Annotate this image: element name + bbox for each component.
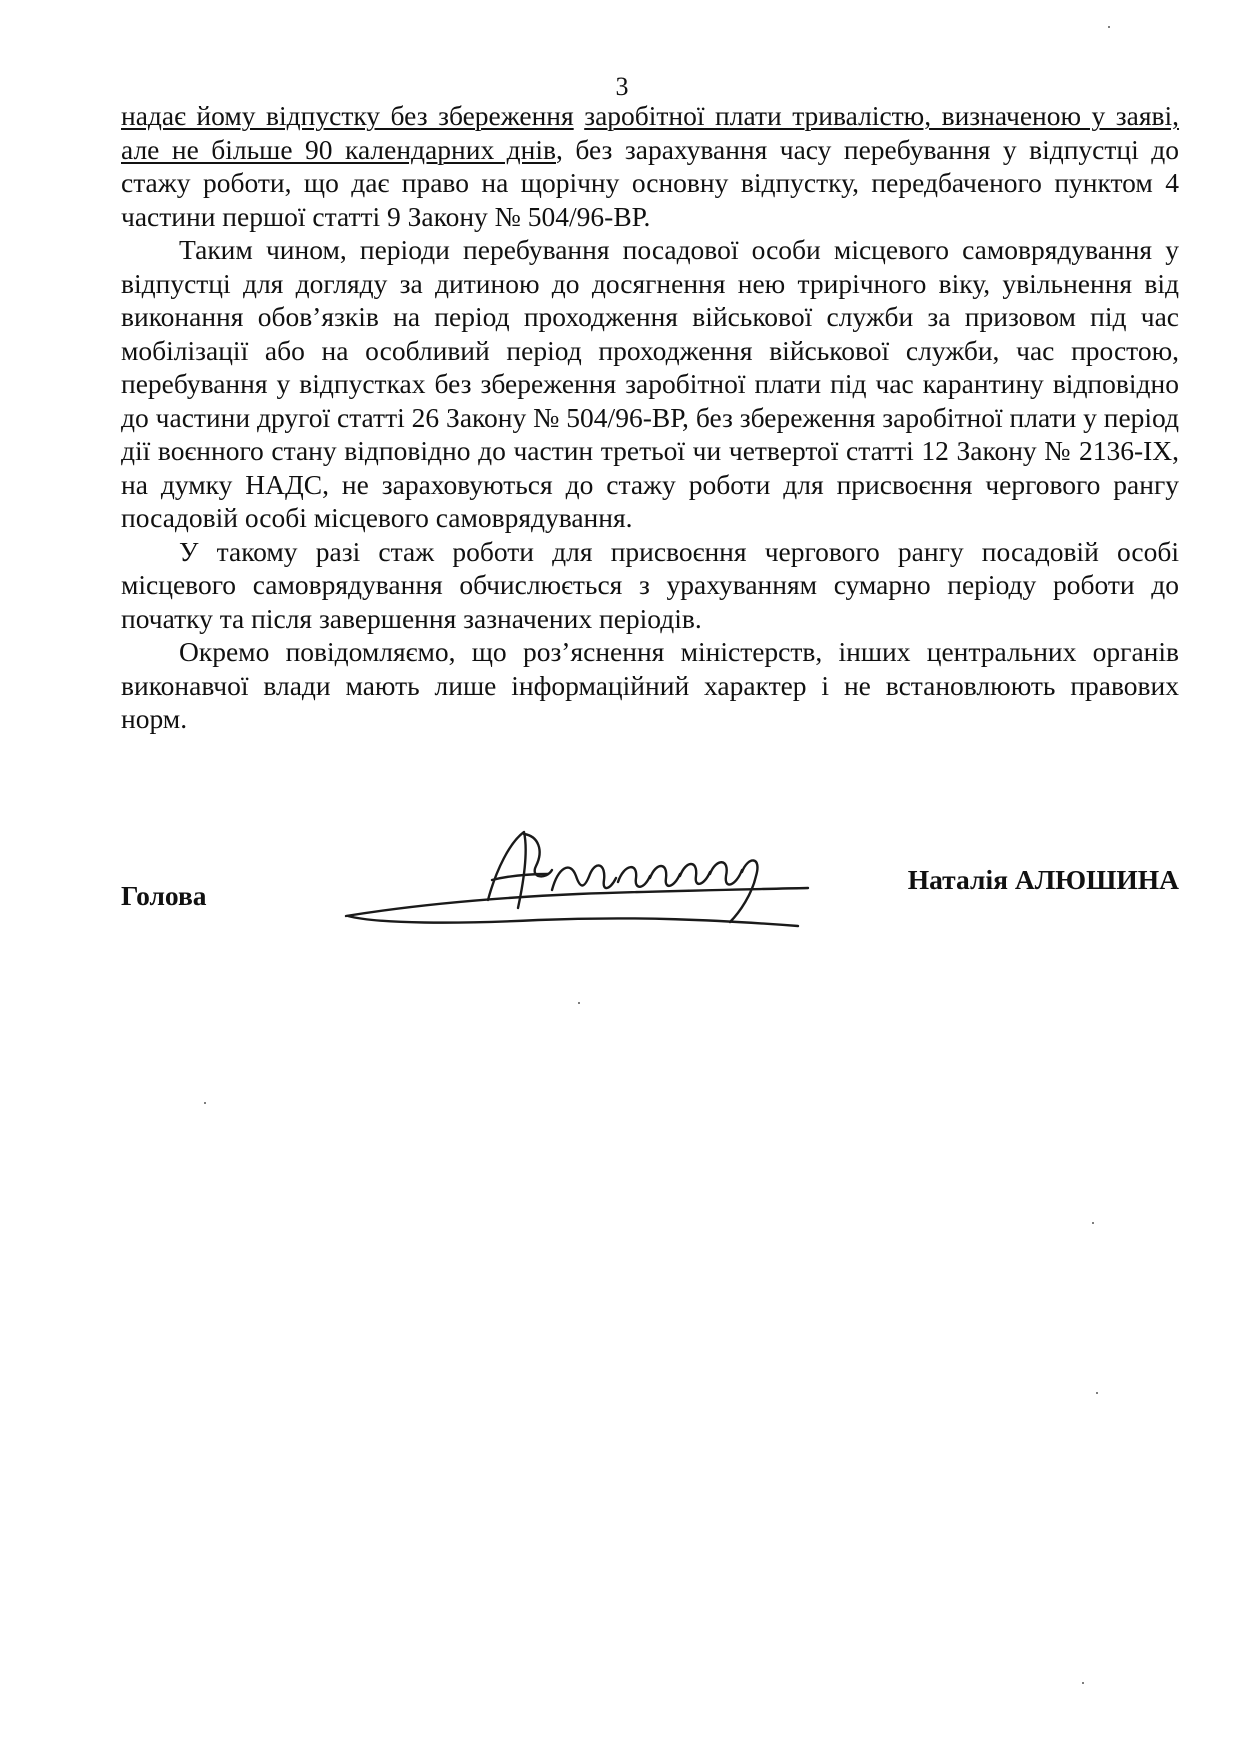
scan-speck [1082, 1682, 1084, 1684]
signatory-title: Голова [121, 880, 207, 911]
paragraph-1-rest: , без зарахування часу перебування у відпустці до стажу роботи, що дає право на щорічну основну відпустку, передбаченого пунктом 4 частини першої статті 9 Закону № 504/96-ВР. [121, 133, 1179, 232]
signature-block [121, 860, 1179, 940]
scan-speck [1092, 1222, 1094, 1224]
scan-speck [204, 1102, 206, 1104]
underlined-phrase-2: заробітної плати тривалістю, визначеною у заяві, але не більше 90 календарних днів [121, 100, 1180, 165]
underlined-phrase-1: надає йому відпустку без збереження [121, 100, 574, 131]
letter-body [121, 99, 1179, 736]
paragraph-4: Окремо повідомляємо, що роз’яснення міністерств, інших центральних органів виконавчої влади мають лише інформаційний характер і не встановлюють правових норм. [121, 636, 1179, 734]
paragraph-1 [121, 99, 1179, 233]
scan-speck [1096, 1392, 1098, 1394]
paragraph-2: Таким чином, періоди перебування посадової особи місцевого самоврядування у відпустці для догляду за дитиною до досягнення нею трирічного віку, увільнення від виконання обов’язків на період проходження військової служби за призовом під час мобілізації або на особливий період проходження військової служби, час простою, перебування у відпустках без збереження заробітної плати під час карантину відповідно до частини другої статті 26 Закону № 504/96-ВР, без збереження заробітної плати у період дії воєнного стану відповідно до частин третьої чи четвертої статті 12 Закону № 2136-IX, на думку НАДС, не зараховуються до стажу роботи для присвоєння чергового рангу посадовій особі місцевого самоврядування. [121, 234, 1179, 533]
scan-speck [1108, 26, 1110, 28]
signatory-name: Наталія АЛЮШИНА [907, 864, 1179, 895]
page-number: 3 [615, 72, 629, 101]
paragraph-1-space [574, 100, 585, 131]
scan-speck [578, 1002, 580, 1004]
paragraph-3: У такому разі стаж роботи для присвоєння чергового рангу посадовій особі місцевого самоврядування обчислюється з урахуванням сумарно періоду роботи до початку та після завершення зазначених періодів. [121, 535, 1179, 634]
